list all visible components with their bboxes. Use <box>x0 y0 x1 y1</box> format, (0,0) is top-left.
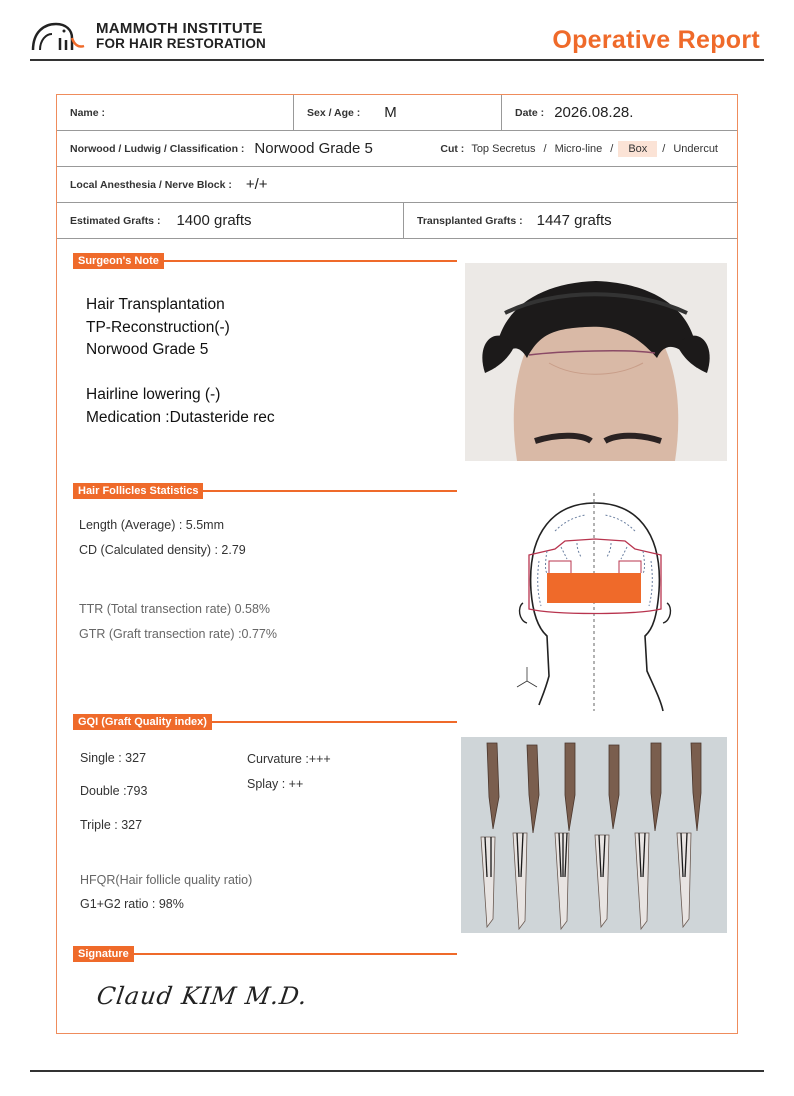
sex-age-value[interactable]: M <box>384 104 397 121</box>
cut-label: Cut : <box>440 142 465 155</box>
classification-value[interactable]: Norwood Grade 5 <box>254 140 373 157</box>
sex-age-label: Sex / Age : <box>307 106 361 119</box>
note-line: Hair Transplantation <box>86 296 225 313</box>
surgeons-note-header <box>73 253 457 269</box>
date-label: Date : <box>515 106 545 119</box>
note-line: Norwood Grade 5 <box>86 341 209 358</box>
transplanted-grafts-cell <box>403 203 737 238</box>
estimated-grafts-value[interactable]: 1400 grafts <box>176 212 252 229</box>
doctor-signature: Claud KIM M.D. <box>95 982 310 1010</box>
classification-label: Norwood / Ludwig / Classification : <box>70 142 245 155</box>
report-title: Operative Report <box>552 26 760 54</box>
report-frame <box>56 94 738 1034</box>
estimated-grafts-cell <box>57 203 403 238</box>
grafts-illustration <box>461 737 727 933</box>
grafts-photo <box>461 737 727 933</box>
gqi-single: Single : 327 <box>80 751 147 765</box>
gqi-double: Double :793 <box>80 784 148 798</box>
gqi-title: GQI (Graft Quality index) <box>73 714 212 730</box>
cut-option-box[interactable]: Box <box>618 141 657 157</box>
hfqr-value: G1+G2 ratio : 98% <box>80 897 184 911</box>
length-average: Length (Average) : 5.5mm <box>79 518 224 532</box>
graft-transection-rate: GTR (Graft transection rate) :0.77% <box>79 627 277 641</box>
follicle-stats-title: Hair Follicles Statistics <box>73 483 203 499</box>
note-line <box>86 362 275 385</box>
cut-option-top-secretus[interactable]: Top Secretus <box>471 142 536 155</box>
cut-option-undercut[interactable]: Undercut <box>673 142 718 155</box>
cut-option-micro-line[interactable]: Micro-line <box>554 142 603 155</box>
grafts-row <box>57 203 737 239</box>
donor-area-diagram <box>515 491 675 713</box>
date-value[interactable]: 2026.08.28. <box>554 104 634 121</box>
anesthesia-value[interactable]: +/+ <box>245 176 268 193</box>
classification-cell <box>57 131 373 166</box>
gqi-triple: Triple : 327 <box>80 818 143 832</box>
note-line: Medication :Dutasteride rec <box>86 408 275 426</box>
gqi-curvature: Curvature :+++ <box>247 752 331 766</box>
patient-row <box>57 95 737 131</box>
gqi-header <box>73 714 457 730</box>
follicle-stats-header <box>73 483 457 499</box>
institute-name-line2: FOR HAIR RESTORATION <box>96 36 267 51</box>
mammoth-logo-icon <box>30 18 90 52</box>
calculated-density: CD (Calculated density) : 2.79 <box>79 543 246 557</box>
total-transection-rate: TTR (Total transection rate) 0.58% <box>79 602 271 616</box>
date-cell <box>501 95 737 130</box>
surgeons-note-text <box>86 294 275 429</box>
anesthesia-row <box>57 167 737 203</box>
name-cell <box>57 95 293 130</box>
patient-head-photo <box>465 263 727 461</box>
bottom-divider <box>30 1070 764 1072</box>
cut-selector: Cut : Top Secretus / Micro-line / Box / Undercut <box>440 131 721 166</box>
anesthesia-cell <box>57 167 268 202</box>
head-back-diagram <box>515 491 675 713</box>
gqi-splay: Splay : ++ <box>247 777 304 791</box>
transplanted-grafts-value[interactable]: 1447 grafts <box>536 212 612 229</box>
institute-name <box>96 21 266 51</box>
note-line: Hairline lowering (-) <box>86 386 221 403</box>
estimated-grafts-label: Estimated Grafts : <box>70 214 161 227</box>
name-label: Name : <box>70 106 106 119</box>
sex-age-cell <box>293 95 501 130</box>
hfqr-label: HFQR(Hair follicle quality ratio) <box>80 873 253 887</box>
signature-title: Signature <box>73 946 134 962</box>
surgeons-note-title: Surgeon's Note <box>73 253 164 269</box>
institute-name-line1: MAMMOTH INSTITUTE <box>96 20 263 37</box>
classification-row <box>57 131 737 167</box>
anesthesia-label: Local Anesthesia / Nerve Block : <box>70 178 232 191</box>
top-divider <box>30 59 764 61</box>
signature-header <box>73 946 457 962</box>
transplanted-grafts-label: Transplanted Grafts : <box>417 214 523 227</box>
patient-head-illustration <box>465 263 727 461</box>
note-line: TP-Reconstruction(-) <box>86 318 230 336</box>
